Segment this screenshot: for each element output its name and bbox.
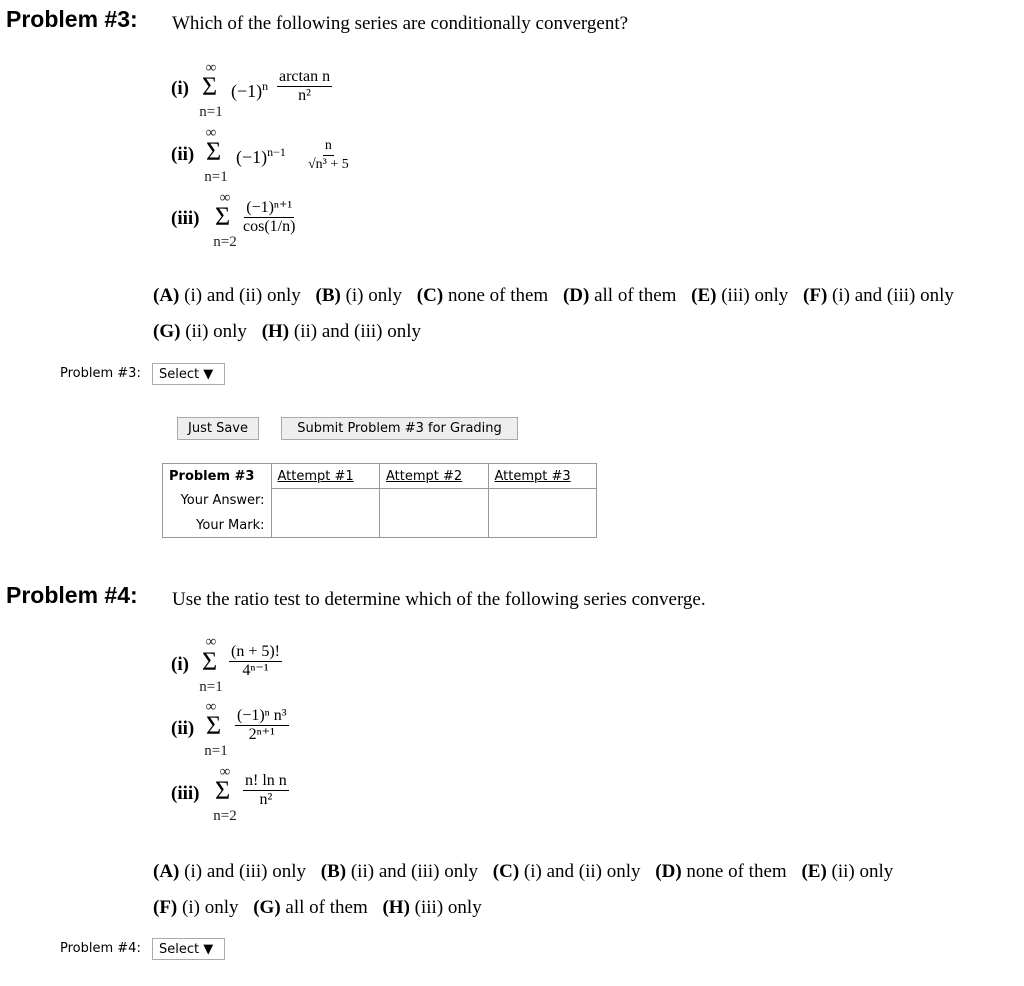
p4-series-i-upper: ∞ [205, 634, 217, 650]
p4-choice-a: (A) (i) and (iii) only [153, 861, 307, 882]
p3-series-i-factor-exp: n [262, 79, 269, 93]
p4-series-i-fraction [229, 643, 282, 680]
p3-choices-line-1 [153, 285, 964, 307]
p3-series-iii-lower: n=2 [213, 234, 237, 250]
attempt-2-link-cell [380, 464, 489, 489]
p4-series-iii-denominator: n² [259, 791, 273, 808]
p4-choice-h: (H) (iii) only [382, 897, 482, 918]
p3-series-i-upper: ∞ [205, 60, 217, 76]
p4-series-i-numerator: (n + 5)! [231, 643, 281, 660]
p4-series-i-denominator: 4ⁿ⁻¹ [242, 662, 269, 679]
p3-choices-line-2 [153, 321, 431, 343]
p4-series-ii-fraction [235, 707, 289, 744]
p4-series-iii-lower: n=2 [213, 808, 237, 824]
p4-series-iii-fraction [243, 772, 289, 809]
p4-choice-e: (E) (ii) only [801, 861, 894, 882]
p4-series-iii-label: (iii) [171, 783, 200, 804]
your-mark-label: Your Mark: [163, 513, 272, 538]
p3-series-i-lower: n=1 [199, 104, 223, 120]
p3-series-i-fraction [277, 68, 332, 105]
p3-your-answer-row [163, 489, 597, 514]
problem-4-question: Use the ratio test to determine which of the following series converge. [172, 589, 706, 610]
p3-series-i-denominator: n² [298, 87, 311, 104]
attempt-2-link[interactable]: Attempt #2 [386, 468, 463, 484]
attempt-1-link-cell [271, 464, 380, 489]
p3-series-iii-denominator: cos(1/n) [243, 218, 296, 235]
p3-series-iii-label: (iii) [171, 208, 200, 229]
p3-series-ii-numerator: n [323, 137, 334, 156]
attempt-3-link[interactable]: Attempt #3 [494, 468, 571, 484]
problem-3-question: Which of the following series are conditionally convergent? [172, 13, 629, 34]
p4-series-iii-sigma: Σ [215, 776, 231, 805]
submit-problem-3-button[interactable]: Submit Problem #3 for Grading [281, 417, 518, 440]
attempt-2-mark [380, 513, 489, 538]
p4-series-iii-numerator: n! ln n [245, 772, 287, 789]
p3-choice-g: (G) (ii) only [153, 321, 247, 342]
p3-series-ii-fraction [306, 137, 351, 174]
p3-choice-e: (E) (iii) only [691, 285, 789, 306]
attempt-3-answer [488, 489, 597, 514]
p4-series-iii-upper: ∞ [219, 764, 231, 780]
p4-choice-b: (B) (ii) and (iii) only [320, 861, 479, 882]
p3-series-ii-lower: n=1 [204, 169, 228, 185]
p3-series-i-numerator: arctan n [279, 68, 331, 85]
p4-series-i-label: (i) [171, 654, 189, 675]
p3-series-iii-sigma: Σ [215, 202, 231, 231]
p4-series-ii-label: (ii) [171, 718, 195, 739]
p3-series-iii-fraction [241, 199, 297, 236]
problem-3-title: Problem #3: [6, 6, 138, 32]
p4-choice-g: (G) all of them [253, 897, 368, 918]
p4-answer-select[interactable]: Select ▼ [152, 938, 225, 960]
p4-series-ii-lower: n=1 [204, 743, 228, 759]
p3-series-i-sigma: Σ [202, 72, 218, 101]
attempt-3-link-cell [488, 464, 597, 489]
p3-choice-d: (D) all of them [562, 285, 677, 306]
p3-series-ii-factor-exp: n−1 [267, 145, 286, 159]
p4-choices-line-2 [153, 897, 492, 919]
p3-attempts-header-row [163, 464, 597, 489]
p4-series-ii-upper: ∞ [205, 699, 217, 715]
p4-series-ii-sigma: Σ [206, 711, 222, 740]
p3-answer-select[interactable]: Select ▼ [152, 363, 225, 385]
attempt-3-mark [488, 513, 597, 538]
p3-series-ii-factor-base: (−1) [236, 147, 268, 167]
just-save-button[interactable]: Just Save [177, 417, 259, 440]
p4-choices-line-1 [153, 861, 903, 883]
p4-choice-d: (D) none of them [655, 861, 787, 882]
p4-series-ii-numerator: (−1)ⁿ n³ [237, 707, 287, 724]
p3-series-ii-upper: ∞ [205, 125, 217, 141]
p3-your-mark-row [163, 513, 597, 538]
p3-choice-f: (F) (i) and (iii) only [803, 285, 954, 306]
your-answer-label: Your Answer: [163, 489, 272, 514]
p3-attempts-table [162, 463, 597, 538]
attempt-2-answer [380, 489, 489, 514]
p4-series-ii-denominator: 2ⁿ⁺¹ [248, 726, 275, 743]
p3-table-header: Problem #3 [163, 464, 272, 489]
p3-series-ii-sigma: Σ [206, 137, 222, 166]
p3-answer-label: Problem #3: [60, 366, 141, 381]
p4-answer-label: Problem #4: [60, 941, 141, 956]
p4-choice-c: (C) (i) and (ii) only [492, 861, 641, 882]
p3-series-ii-factor [236, 145, 286, 168]
problem-4-title: Problem #4: [6, 582, 138, 608]
p3-series-i-factor-base: (−1) [231, 81, 263, 101]
attempt-1-answer [271, 489, 380, 514]
p3-choice-a: (A) (i) and (ii) only [153, 285, 301, 306]
p4-series-i-sigma: Σ [202, 647, 218, 676]
p3-series-ii-denominator: √n³ + 5 [308, 157, 349, 172]
p3-choice-b: (B) (i) only [315, 285, 403, 306]
p3-series-i-label: (i) [171, 78, 189, 99]
p3-series-ii-label: (ii) [171, 144, 195, 165]
p3-series-i-factor [231, 79, 268, 102]
p3-series-iii-upper: ∞ [219, 190, 231, 206]
p3-choice-c: (C) none of them [416, 285, 549, 306]
attempt-1-link[interactable]: Attempt #1 [277, 468, 354, 484]
p3-series-iii-numerator: (−1)ⁿ⁺¹ [246, 199, 293, 216]
attempt-1-mark [271, 513, 380, 538]
p3-choice-h: (H) (ii) and (iii) only [261, 321, 422, 342]
p4-choice-f: (F) (i) only [153, 897, 239, 918]
p4-series-i-lower: n=1 [199, 679, 223, 695]
